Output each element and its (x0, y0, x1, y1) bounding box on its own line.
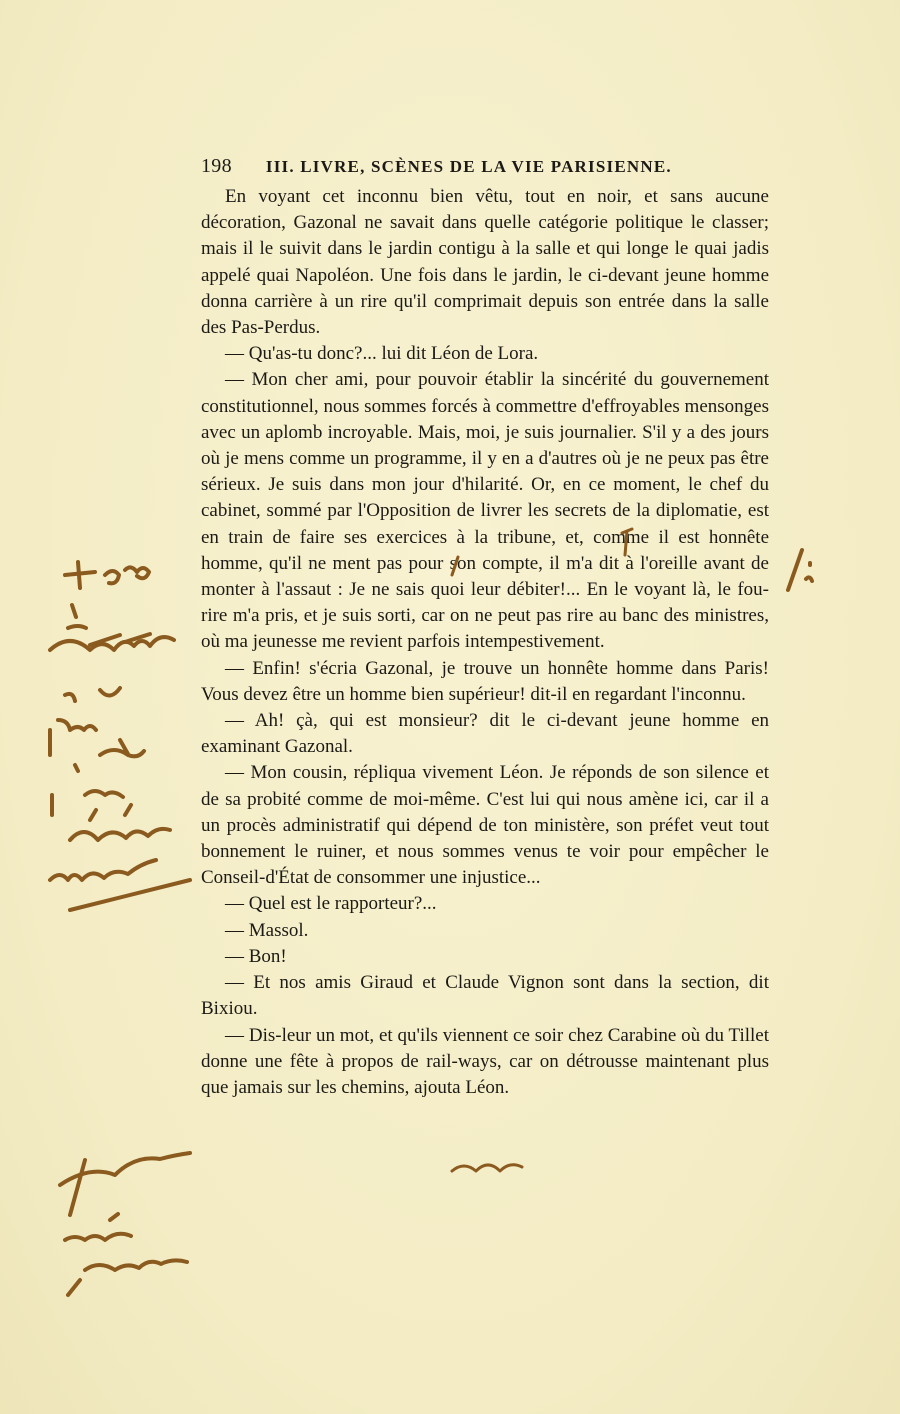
page-number: 198 (201, 155, 232, 177)
paragraph: — Enfin! s'écria Gazonal, je trouve un honnête homme dans Paris! Vous devez être un homme bien supérieur! dit-il en regardant l'inconnu. (201, 657, 769, 705)
paragraph: — Quel est le rapporteur?... (225, 893, 437, 915)
paragraph: — Et nos amis Giraud et Claude Vignon sont dans la section, dit Bixiou. (201, 972, 769, 1020)
paragraph: — Dis-leur un mot, et qu'ils viennent ce soir chez Carabine où du Tillet donne une fête à propos de rail-ways, car on détrousse maintenant plus que jamais sur les chemins, ajouta Léon. (201, 1024, 769, 1098)
body-text (201, 184, 769, 1101)
paragraph: — Qu'as-tu donc?... lui dit Léon de Lora. (225, 343, 539, 365)
paragraph: — Mon cher ami, pour pouvoir établir la sincérité du gouvernement constitutionnel, nous sommes forcés à commettre d'effroyables mensonges avec un aplomb incroyable. Mais, moi, je suis journalier. S'il y a des jours où je mens comme un programme, il y en a d'autres où je ne peux pas être sérieux. Je suis dans mon jour d'hilarité. Or, en ce moment, le chef du cabinet, sommé par l'Opposition de livrer les secrets de la diplomatie, est en train de faire ses exercices à la tribune, et, comme il est honnête homme, qu'il ne ment pas pour son compte, il m'a dit à l'oreille avant de monter à l'assaut : Je ne sais quoi leur débiter!... En le voyant là, le fou-rire m'a pris, et je suis sorti, car on ne peut pas rire au banc des ministres, où ma jeunesse me revient parfois intempestivement. (201, 369, 769, 653)
handwritten-margin-note-lower (40, 1145, 230, 1305)
handwritten-margin-mark (780, 545, 825, 615)
handwritten-margin-note (30, 550, 200, 920)
strikethrough-mark (448, 1155, 528, 1185)
running-head (201, 155, 769, 178)
running-head-title: III. LIVRE, SCÈNES DE LA VIE PARISIENNE. (265, 157, 672, 176)
paragraph: En voyant cet inconnu bien vêtu, tout en noir, et sans aucune décoration, Gazonal ne savait dans quelle catégorie politique le classer; mais il le suivit dans le jardin contigu à la salle et qui longe le quai jadis appelé quai Napoléon. Une fois dans le jardin, le ci-devant jeune homme donna carrière à un rire qu'il comprimait depuis son entrée dans la salle des Pas-Perdus. (201, 186, 769, 339)
paragraph: — Ah! çà, qui est monsieur? dit le ci-devant jeune homme en examinant Gazonal. (201, 710, 769, 758)
paragraph: — Mon cousin, répliqua vivement Léon. Je réponds de son silence et de sa probité comme de moi-même. C'est lui qui nous amène ici, car il a un procès administratif qui dépend de ton ministère, son préfet veut tout bonnement le ruiner, et nous sommes venus te voir pour empêcher le Conseil-d'État de consommer une injustice... (201, 762, 769, 889)
paragraph: — Bon! (225, 945, 287, 967)
paragraph: — Massol. (225, 919, 309, 941)
